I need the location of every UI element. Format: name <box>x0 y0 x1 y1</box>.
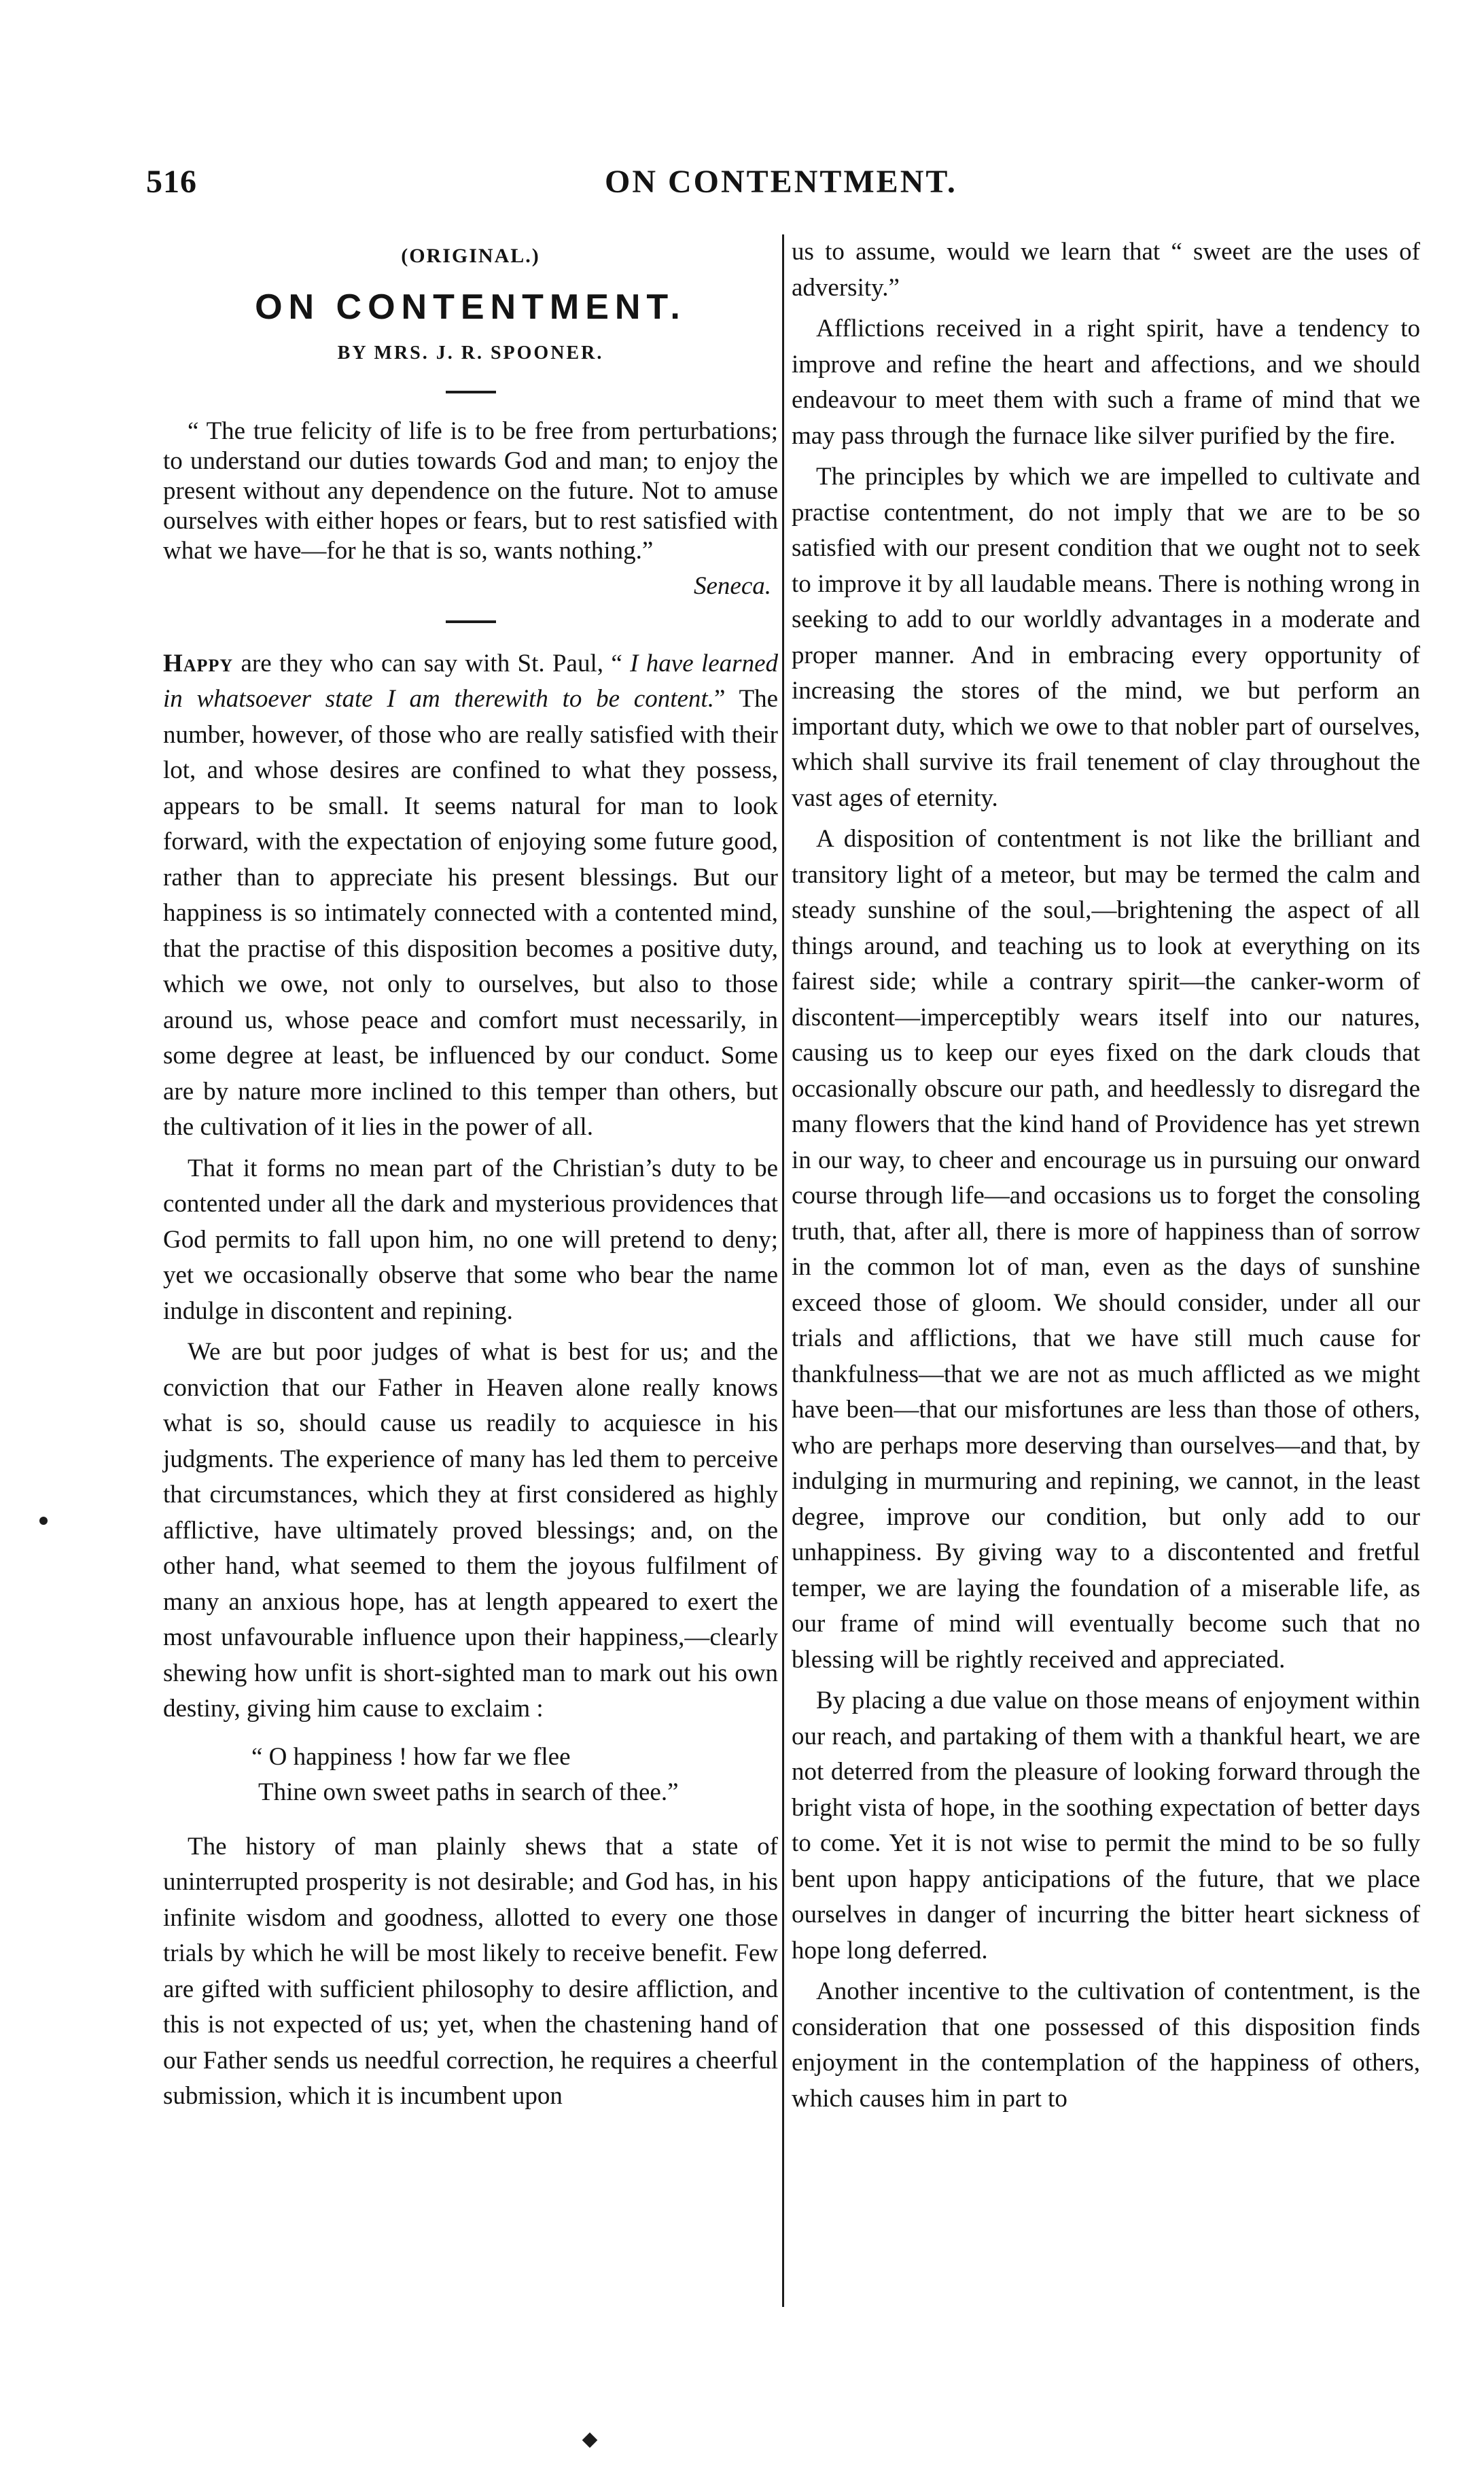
left-column <box>163 234 778 2120</box>
running-title: ON CONTENTMENT. <box>605 164 957 200</box>
page-number: 516 <box>146 164 197 200</box>
paragraph-text: ” The number, however, of those who are really satisfied with their lot, and whose desires are confined to what they possess, appears to be small. It seems natural for man to look forward, with the expectation of enjoying some future good, rather than to appreciate his present blessings. But our happiness is so intimately connected with a contented mind, that the practise of this disposition becomes a positive duty, which we owe, not only to ourselves, but also to those around us, whose peace and comfort must necessarily, in some degree at least, be influenced by our conduct. Some are by nature more inclined to this temper than others, but the cultivation of it lies in the power of all. <box>163 685 778 1141</box>
paragraph: We are but poor judges of what is best for us; and the conviction that our Father in Heaven alone really knows what is so, should cause us readily to acquiesce in his judgments. The experience of many has led them to perceive that circumstances, which they at first considered as highly afflictive, have ultimately proved blessings; and, on the other hand, what seemed to them the joyous fulfilment of many an anxious hope, has at length appeared to exert the most unfavourable influence upon their happiness,—clearly shewing how unfit is short-sighted man to mark out his own destiny, giving him cause to exclaim : <box>163 1338 778 1723</box>
verse-line: “ O happiness ! how far we flee <box>251 1742 571 1771</box>
section-rule <box>446 620 496 623</box>
scripture-quote: I have learned in whatsoever state I am therewith to be content. <box>163 649 778 713</box>
paragraph: That it forms no mean part of the Christian’s duty to be contented under all the dark and mysterious providences that God permits to fall upon him, no one will pretend to deny; yet we occasionally observe that some who bear the name indulge in discontent and repining. <box>163 1154 778 1325</box>
paragraph: Another incentive to the cultivation of contentment, is the consideration that one possessed of this disposition finds enjoyment in the contemplation of the happiness of others, which causes him in part to <box>792 1977 1420 2113</box>
margin-mark <box>39 1517 48 1525</box>
running-head <box>146 163 1301 224</box>
verse-line: Thine own sweet paths in search of thee.” <box>258 1778 679 1806</box>
column-divider <box>782 234 784 2307</box>
paragraph: The principles by which we are impelled to cultivate and practise contentment, do not imply that we are to be so satisfied with our present condition that we ought not to seek to improve it by all laudable means. There is nothing wrong in seeking to add to our worldly advantages in a moderate and proper manner. And in embracing every opportunity of increasing the stores of the mind, we but perform an important duty, which we owe to that nobler part of ourselves, which shall survive its frail tenement of clay throughout the vast ages of eternity. <box>792 463 1420 812</box>
paragraph: Afflictions received in a right spirit, have a tendency to improve and refine the heart and affections, and we should endeavour to meet them with such a frame of mind that we may pass through the furnace like silver purified by the fire. <box>792 315 1420 450</box>
paragraph-text: are they who can say with St. Paul, “ <box>233 649 631 677</box>
paragraph: A disposition of contentment is not like the brilliant and transitory light of a meteor, but may be termed the calm and steady sunshine of the soul,—brightening the aspect of all things around, and teaching us to look at everything on its fairest side; while a contrary spirit—the canker-worm of discontent—imperceptibly wears itself into our natures, causing us to keep our eyes fixed on the dark clouds that occasionally obscure our path, and heedlessly to disregard the many flowers that the kind hand of Providence has yet strewn in our way, to cheer and encourage us in pursuing our onward course through life—and occasions us to forget the consoling truth, that, after all, there is more of happiness than of sorrow in the common lot of man, even as the days of sunshine exceed those of gloom. We should consider, under all our trials and afflictions, that we have still much cause for thankfulness—that we are not as much afflicted as we might have been—that our misfortunes are less than those of others, who are perhaps more deserving than ourselves—and that, by indulging in murmuring and repining, we cannot, in the least degree, improve our condition, but only add to our unhappiness. By giving way to a discontented and fretful temper, we are laying the foundation of a miserable life, as our frame of mind will eventually become such that no blessing will be rightly received and appreciated. <box>792 825 1420 1674</box>
epigraph-attribution: Seneca. <box>693 571 771 600</box>
epigraph: “ The true felicity of life is to be free from perturbations; to understand our duties towards God and man; to enjoy the present without any dependence on the future. Not to amuse ourselves with either hopes or fears, but to rest satisfied with what we have—for he that is so, wants nothing.” <box>163 417 778 565</box>
byline: BY MRS. J. R. SPOONER. <box>337 342 604 364</box>
printer-mark <box>582 2433 598 2448</box>
verse-quote <box>251 1740 778 1810</box>
paragraph: us to assume, would we learn that “ sweet are the uses of adversity.” <box>792 238 1420 302</box>
article-title: ON CONTENTMENT. <box>255 287 686 327</box>
paragraph: By placing a due value on those means of enjoyment within our reach, and partaking of them with a thankful heart, we are not deterred from the pleasure of looking forward through the bright vista of hope, in the soothing expectation of better days to come. Yet it is not wise to permit the mind to be so fully bent upon happy anticipations of the future, that we place ourselves in danger of incurring the bitter heart sickness of hope long deferred. <box>792 1687 1420 1964</box>
right-column <box>792 234 1420 2122</box>
drop-lead: Happy <box>163 649 234 677</box>
original-tag: (ORIGINAL.) <box>401 245 540 267</box>
paragraph <box>163 646 778 1146</box>
section-rule <box>446 391 496 393</box>
paragraph: The history of man plainly shews that a state of uninterrupted prosperity is not desirable; and God has, in his infinite wisdom and goodness, allotted to every one those trials by which he will be most likely to receive benefit. Few are gifted with sufficient philosophy to desire affliction, and this is not expected of us; yet, when the chastening hand of our Father sends us needful correction, he requires a cheerful submission, which it is incumbent upon <box>163 1832 778 2110</box>
